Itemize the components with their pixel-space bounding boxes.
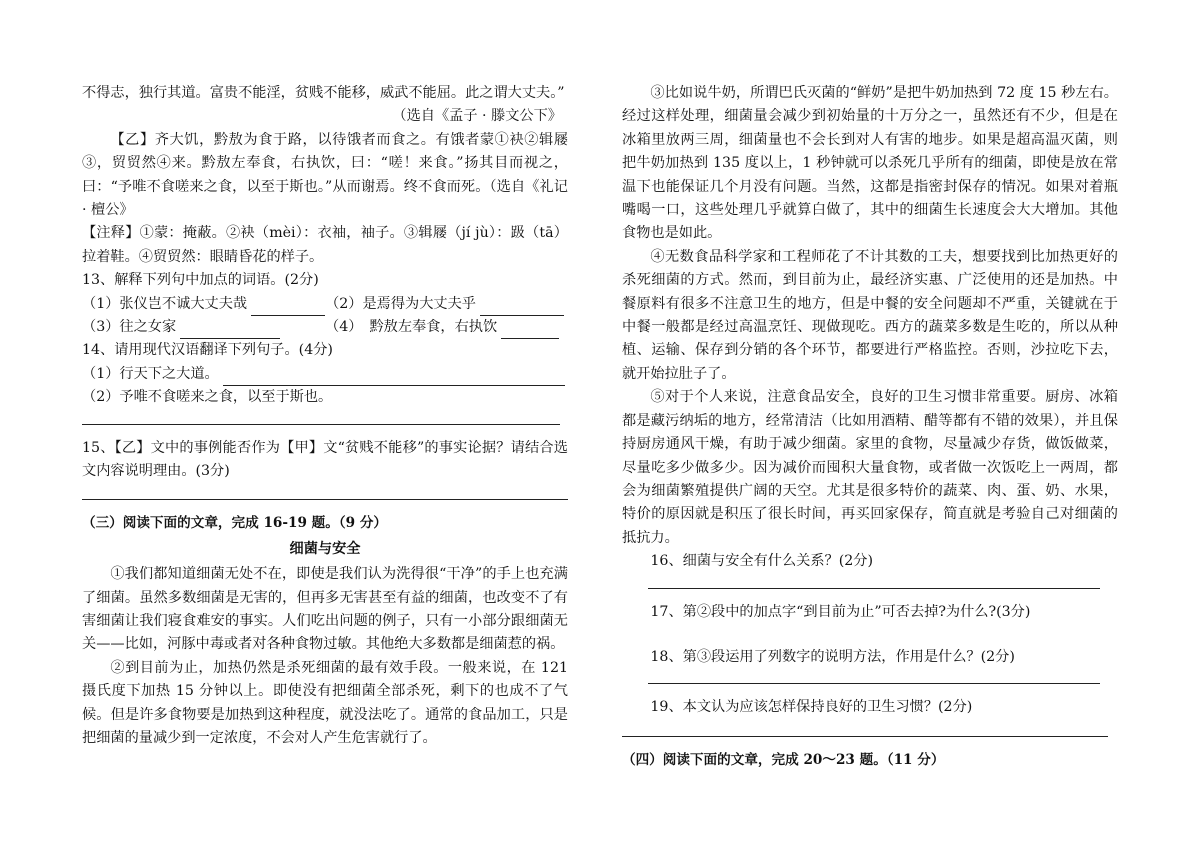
question-16: 16、细菌与安全有什么关系？(2分) — [650, 553, 873, 570]
article-para-4: ④无数食品科学家和工程师花了不计其数的工夫，想要找到比加热更好的杀死细菌的方式。然而，到目前为止，最经济实惠、广泛使用的还是加热。中餐原料有很多不注意卫生的地方，但是中餐的安全问题却不严重，关键就在于中餐一般都是经过高温烹饪、现做现吃。西方的蔬菜多数是生吃的，所以从种植、运输、保存到分销的各个环节，都要进行严格监控。否则，沙拉吃下去，就开始拉肚子了。 — [622, 248, 1118, 382]
question-19: 19、本文认为应该怎样保持良好的卫生习惯？(2分) — [650, 699, 973, 716]
q13-item-4: （4） 黔敖左奉食，右执饮 — [325, 319, 498, 336]
q16-answer-line[interactable] — [648, 588, 1100, 589]
q14-item-1: （1）行天下之大道。 — [82, 365, 219, 382]
q18-answer-line[interactable] — [648, 683, 1100, 684]
passage-jia-source: （选自《孟子 · 滕文公下》 — [392, 108, 562, 125]
section-4-heading: （四）阅读下面的文章，完成 20～23 题。（11 分） — [622, 751, 945, 768]
q13-answer-blank-3[interactable] — [180, 321, 280, 339]
q15-answer-line[interactable] — [82, 499, 568, 500]
section-3-heading: （三）阅读下面的文章，完成 16-19 题。（9 分） — [82, 515, 388, 532]
passage-jia-ending: 不得志，独行其道。富贵不能淫，贫贱不能移，威武不能屈。此之谓大丈夫。” — [82, 85, 565, 101]
q14-answer-blank-1[interactable] — [223, 368, 565, 386]
q13-item-2: （2）是焉得为大丈夫乎 — [325, 295, 476, 312]
q14-answer-line-2[interactable] — [82, 424, 560, 425]
q13-item-3: （3）往之女家 — [82, 319, 177, 336]
article-para-5: ⑤对于个人来说，注意食品安全，良好的卫生习惯非常重要。厨房、冰箱都是藏污纳垢的地方，经常清洁（比如用酒精、醋等都有不错的效果），并且保持厨房通风干燥，有助于减少细菌。家里的食物，尽量减少存货，做饭做菜，尽量吃多少做多少。因为减价而囤积大量食物，或者做一次饭吃上一两周，都会为细菌繁殖提供广阔的天空。尤其是很多特价的蔬菜、肉、蛋、奶、水果，特价的原因就是积压了很长时间，再买回家保存，简直就是考验自己对细菌的抵抗力。 — [622, 389, 1118, 546]
article-para-1: ①我们都知道细菌无处不在，即使是我们认为洗得很“干净”的手上也充满了细菌。虽然多数细菌是无害的，但再多无害甚至有益的细菌，也改变不了有害细菌让我们寝食难安的事实。人们吃出问题的例子，只有一小部分跟细菌无关——比如，河豚中毒或者对各种食物过敏。其他绝大多数都是细菌惹的祸。 — [82, 566, 568, 653]
annotation-note: 【注释】①蒙：掩蔽。②袂（mèi）：衣袖，袖子。③辑屦（jí jù）：趿（tā）拉着鞋。④贸贸然：眼睛昏花的样子。 — [82, 225, 568, 265]
question-15: 15、【乙】文中的事例能否作为【甲】文“贫贱不能移”的事实论据？请结合选文内容说明理由。(3分) — [82, 439, 568, 480]
question-13: 13、解释下列句中加点的词语。(2分) — [82, 272, 319, 289]
passage-yi: 【乙】齐大饥，黔敖为食于路，以待饿者而食之。有饿者蒙①袂②辑屦③，贸贸然④来。黔敖左奉食，右执饮，曰：“嗟！来食。”扬其目而视之，曰：“予唯不食嗟来之食，以至于斯也。”从而谢焉。终不食而死。（选自《礼记 · 檀公》 — [82, 131, 568, 219]
question-14: 14、请用现代汉语翻译下列句子。(4分) — [82, 342, 333, 359]
article-para-3: ③比如说牛奶，所谓巴氏灭菌的“鲜奶”是把牛奶加热到 72 度 15 秒左右。经过这样处理，细菌量会减少到初始量的十万分之一，虽然还有不少，但是在冰箱里放两三周，细菌量也不会长到对人有害的地步。如果是超高温灭菌，则把牛奶加热到 135 度以上，1 秒钟就可以杀死几乎所有的细菌，即使是放在常温下也能保证几个月没有问题。当然，这都是指密封保存的情况。如果对着瓶嘴喝一口，这些处理几乎就算白做了，其中的细菌生长速度会大大增加。其他食物也是如此。 — [622, 85, 1118, 242]
q13-answer-blank-2[interactable] — [480, 298, 564, 316]
question-18: 18、第③段运用了列数字的说明方法，作用是什么？(2分) — [650, 648, 1015, 665]
right-column — [622, 82, 1118, 772]
article-title: 细菌与安全 — [289, 540, 361, 557]
q13-answer-blank-4[interactable] — [501, 321, 559, 339]
q14-item-2: （2）予唯不食嗟来之食，以至于斯也。 — [82, 389, 333, 406]
q13-row-2 — [82, 316, 568, 339]
q13-item-1: （1）张仪岂不诚大丈夫哉 — [82, 295, 248, 312]
q14-row-1 — [82, 363, 568, 386]
q13-answer-blank-1[interactable] — [251, 298, 325, 316]
q13-row-1 — [82, 293, 568, 316]
left-column — [82, 82, 568, 751]
q19-answer-line[interactable] — [622, 736, 1108, 737]
article-para-2: ②到目前为止，加热仍然是杀死细菌的最有效手段。一般来说，在 121 摄氏度下加热 15 分钟以上。即使没有把细菌全部杀死，剩下的也成不了气候。但是许多食物要是加热到这种程度，就没法吃了。通常的食品加工，只是把细菌的量减少到一定浓度，不会对人产生危害就行了。 — [82, 659, 568, 747]
question-17: 17、第②段中的加点字“到目前为止”可否去掉?为什么?(3分) — [650, 603, 1031, 620]
